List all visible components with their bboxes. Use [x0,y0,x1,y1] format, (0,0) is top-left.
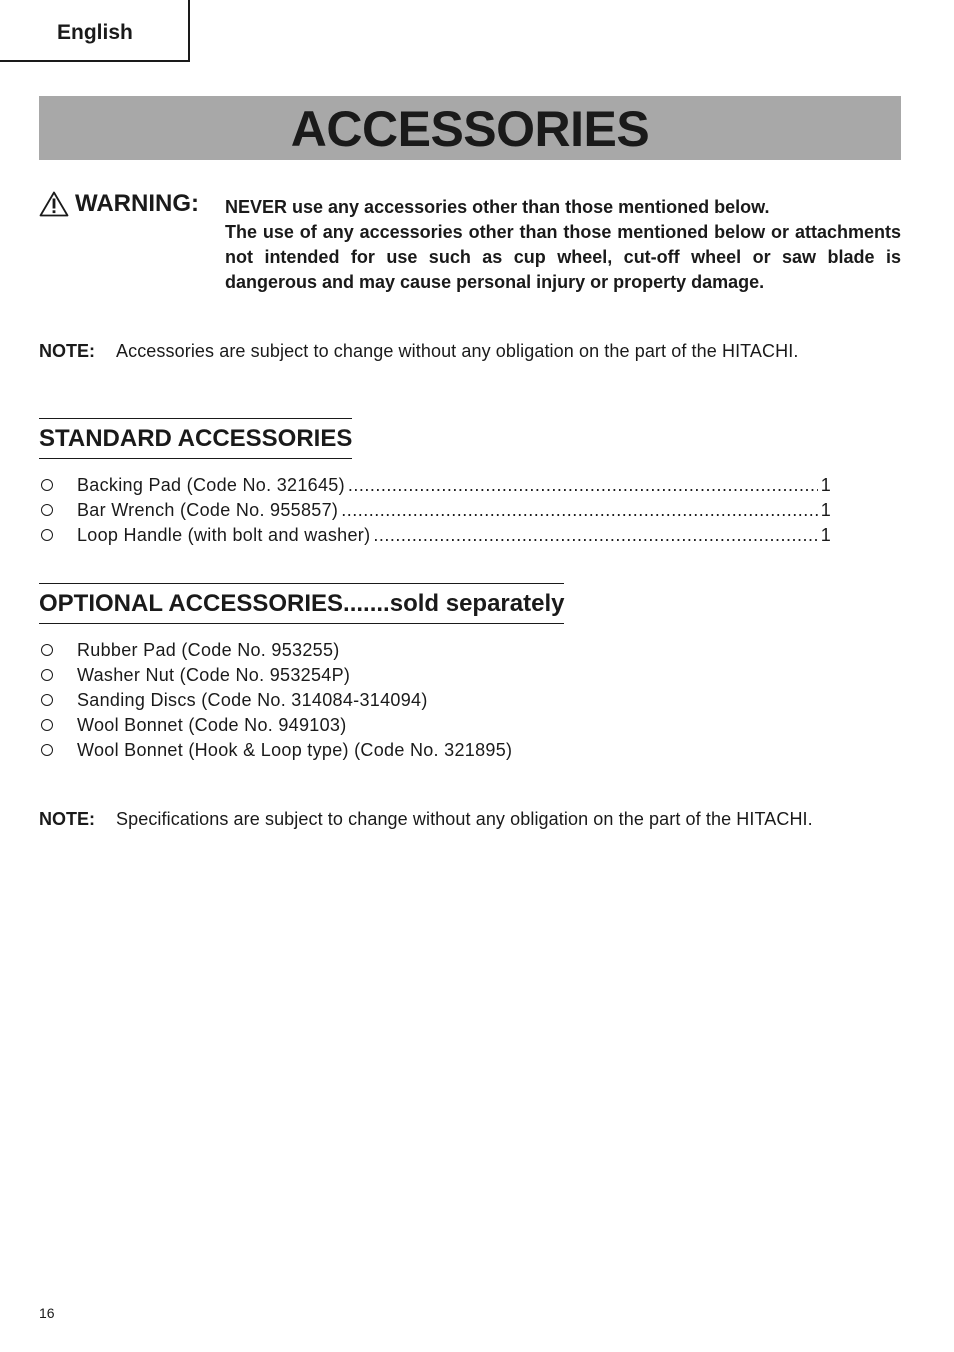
warning-label: WARNING: [75,190,199,217]
item-name: Sanding Discs (Code No. 314084-314094) [77,690,428,710]
note-specifications [39,807,901,832]
note-accessories [39,339,901,364]
item-qty: 1 [820,500,831,520]
list-item [39,713,512,738]
optional-accessories-heading: OPTIONAL ACCESSORIES.......sold separately [39,583,564,624]
standard-accessories-list [39,473,831,548]
item-name: Wool Bonnet (Hook & Loop type) (Code No. 321895) [77,740,513,760]
optional-accessories-list [39,638,512,763]
item-name: Washer Nut (Code No. 953254P) [77,665,351,685]
list-item [39,738,512,763]
list-item [39,663,512,688]
page-title: ACCESSORIES [290,101,650,157]
circle-bullet-icon [41,529,53,541]
item-name: Rubber Pad (Code No. 953255) [77,640,340,660]
title-bar [39,96,901,160]
warning-text [225,195,901,295]
list-item [39,523,831,548]
page-number: 16 [39,1305,55,1321]
list-item [39,473,831,498]
note-label: NOTE: [39,809,95,829]
note-text: Accessories are subject to change without any obligation on the part of the HITACHI. [116,341,799,361]
warning-line-2: The use of any accessories other than those mentioned below or attachments not intended for use such as cup wheel, cut-off wheel or saw blade is dangerous and may cause personal injury or property damage. [225,222,901,292]
list-item [39,688,512,713]
item-name: Bar Wrench (Code No. 955857) [77,500,339,520]
item-name: Loop Handle (with bolt and washer) [77,525,371,545]
warning-line-1: NEVER use any accessories other than those mentioned below. [225,197,770,217]
dot-leader [348,473,818,498]
standard-accessories-heading: STANDARD ACCESSORIES [39,418,352,459]
list-item [39,498,831,523]
item-qty: 1 [820,525,831,545]
note-label: NOTE: [39,341,95,361]
dot-leader [341,498,817,523]
circle-bullet-icon [41,744,53,756]
warning-heading [39,190,199,218]
item-qty: 1 [820,475,831,495]
dot-leader [373,523,817,548]
note-text: Specifications are subject to change without any obligation on the part of the HITACHI. [116,809,813,829]
circle-bullet-icon [41,694,53,706]
language-label: English [57,21,133,44]
language-tab [0,0,190,62]
item-name: Backing Pad (Code No. 321645) [77,475,345,495]
circle-bullet-icon [41,479,53,491]
list-item [39,638,512,663]
circle-bullet-icon [41,669,53,681]
circle-bullet-icon [41,504,53,516]
circle-bullet-icon [41,644,53,656]
circle-bullet-icon [41,719,53,731]
item-name: Wool Bonnet (Code No. 949103) [77,715,347,735]
warning-triangle-icon [39,191,69,217]
